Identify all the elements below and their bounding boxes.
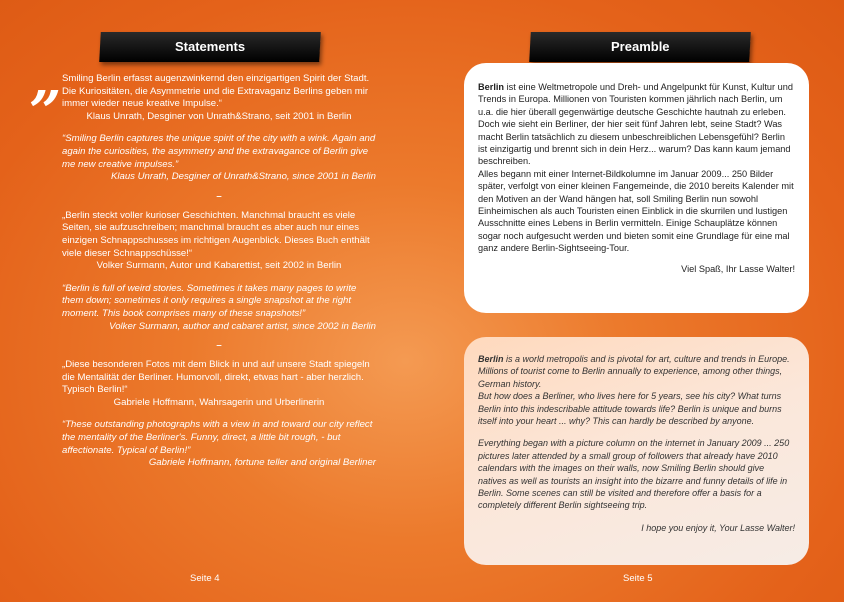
statement-separator: – [216, 340, 222, 352]
preamble-de-paragraph-2: Doch wie sieht ein Berliner, der hier seit fünf Jahren lebt, seine Stadt? Was macht Berlin tatsächlich zu diesem unbeschreiblichen Lebensgefühl? Berlin ist einzigartig und brennt sich in dein Herz... warum? Das kann kaum jemand beschreiben. [478, 119, 791, 167]
statement-attribution-en: Klaus Unrath, Desginer of Unrath&Strano, since 2001 in Berlin [110, 171, 376, 183]
statement-en: “Smiling Berlin captures the unique spirit of the city with a wink. Again and again the curiosities, the asymmetry and the extravagance of Berlin give me new creative impulses.” [62, 133, 376, 170]
preamble-de-signature: Viel Spaß, Ihr Lasse Walter! [681, 263, 795, 274]
preamble-english-box [464, 337, 809, 565]
statement-attribution-de: Klaus Unrath, Desginer von Unrath&Strano, seit 2001 in Berlin [86, 110, 352, 122]
statement-attribution-en: Gabriele Hoffmann, fortune teller and original Berliner [148, 457, 376, 469]
statement-de: „Diese besonderen Fotos mit dem Blick in und auf unsere Stadt spiegeln die Mentalität der Berliner. Humorvoll, direkt, etwas hart - aber herzlich. Typisch Berlin!“ [62, 359, 370, 396]
statements-banner [99, 32, 321, 62]
statement-attribution-de: Gabriele Hoffmann, Wahrsagerin und Urberlinerin [113, 396, 325, 408]
preamble-en-lead: Berlin [478, 354, 504, 364]
statement-attribution-en: Volker Surmann, author and cabaret artist, since 2002 in Berlin [109, 320, 376, 332]
statement-en: “Berlin is full of weird stories. Sometimes it takes many pages to write them down; sometimes it only requires a single snapshot at the right moment. This book comprises many of these snapshots!” [62, 282, 357, 319]
statements-column [62, 73, 376, 470]
page-number-left: Seite 4 [190, 573, 220, 584]
statement-attribution-de: Volker Surmann, Autor und Kabarettist, seit 2002 in Berlin [96, 260, 342, 272]
statements-heading: Statements [174, 39, 246, 54]
statement-de: „Berlin steckt voller kurioser Geschichten. Manchmal braucht es viele Seiten, sie aufzuschreiben; manchmal braucht es aber auch nur eines einzigen Schnappschusses im richtigen Augenblick. Dieses Buch enthält viele dieser Schnappschüsse!“ [62, 209, 370, 259]
preamble-banner [529, 32, 751, 62]
preamble-en-paragraph-1 [478, 353, 795, 390]
preamble-en-signature: I hope you enjoy it, Your Lasse Walter! [641, 522, 795, 533]
preamble-heading: Preamble [610, 39, 670, 54]
statement-de: Smiling Berlin erfasst augenzwinkernd den einzigartigen Spirit der Stadt. Die Kuriositäten, die Asymmetrie und die Extravaganz Berlins geben mir immer wieder neue kreative Impulse.“ [62, 73, 370, 110]
preamble-de-p1-text: ist eine Weltmetropole und Dreh- und Angelpunkt für Kunst, Kultur und Trends in Europa. Millionen von Touristen kommen jährlich nach Berlin, um u.a. die hier überall gegenwärtige deutsche Geschichte hautnah zu erleben. [478, 82, 793, 117]
page-number-right: Seite 5 [623, 573, 653, 584]
preamble-de-lead: Berlin [478, 82, 505, 92]
preamble-de-paragraph-3: Alles begann mit einer Internet-Bildkolumne im Januar 2009... 250 Bilder später, verfolgt von einer kleinen Fangemeinde, die 2010 bereits Kalender mit den Motiven an der Wand hängen hat, soll Smiling Berlin nun sowohl Einheimischen als auch Touristen einen Einblick in die skurrilen und lustigen Ausschnitte eines Lebens in Berlin vermitteln. Einige Schauplätze können sogar noch aufgesucht werden und bieten somit eine Grundlage für eine mal ganz andere Berlin-Sightseeing-Tour. [478, 168, 794, 254]
preamble-en-paragraph-2: But how does a Berliner, who lives here for 5 years, see his city? What turns Berlin into this indescribable attitude towards life? Berlin is unique and burns itself into your heart ... why? This can hardly be described by anyone. [478, 391, 782, 427]
preamble-en-paragraph-3: Everything began with a picture column on the internet in January 2009 ... 250 pictures later attended by a small group of followers that already have 2010 calendars with the images on their walls, now Smiling Berlin should give natives as well as tourists an insight into the bizarre and funny details of life in Berlin. Some scenes can still be visited and therefore offer a basis for a completely different Berlin sightseeing trip. [478, 438, 790, 511]
preamble-de-paragraph-1 [478, 81, 795, 118]
preamble-german-box [464, 63, 809, 313]
statement-en: “These outstanding photographs with a view in and toward our city reflect the mentality of the Berliner's. Funny, direct, a little bit rough, - but affectionate. Typical of Berlin!” [62, 419, 373, 456]
preamble-en-p1-text: is a world metropolis and is pivotal for art, culture and trends in Europe. Millions of tourist come to Berlin annually to experience, among other things, German history. [478, 354, 790, 389]
quote-mark-icon: „ [30, 47, 63, 113]
statement-separator: – [216, 190, 222, 202]
